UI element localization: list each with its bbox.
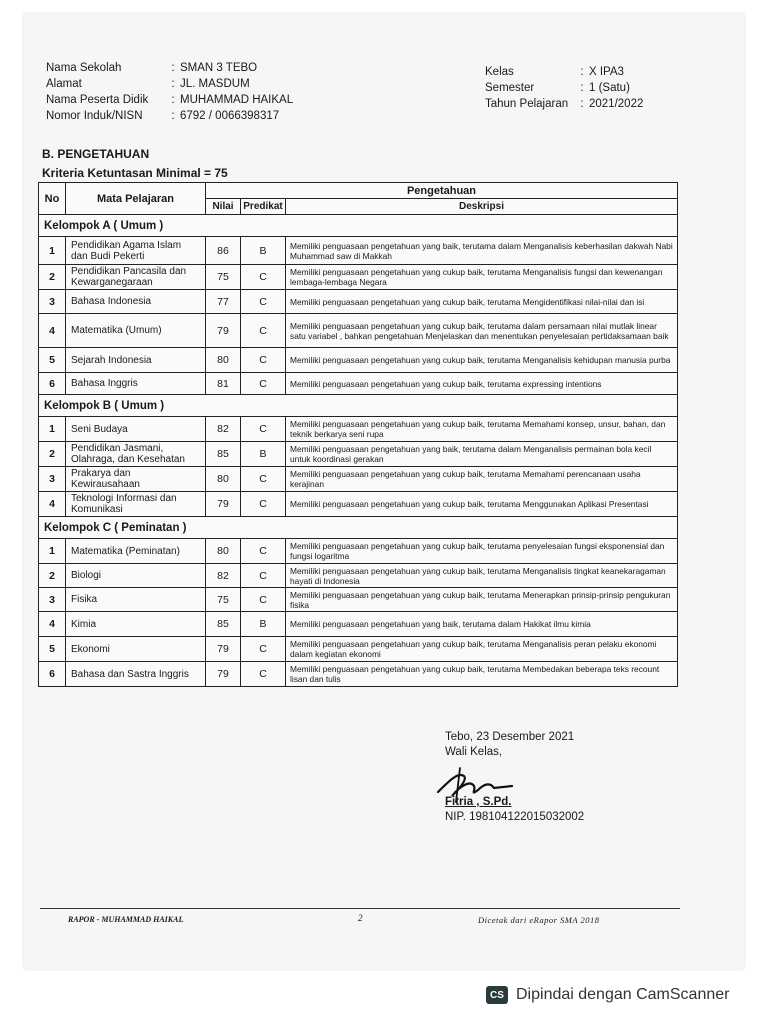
footer-page-number: 2 <box>358 913 363 923</box>
cell-grade: C <box>241 314 286 348</box>
cell-description: Memiliki penguasaan pengetahuan yang cukup baik, terutama Menggunakan Aplikasi Presentasi <box>286 492 678 517</box>
table-row <box>39 539 678 564</box>
identity-row-school: Nama Sekolah : SMAN 3 TEBO <box>46 62 258 74</box>
cell-subject: Pendidikan Jasmani, Olahraga, dan Kesehatan <box>66 442 206 467</box>
cell-score: 75 <box>206 265 241 290</box>
cell-subject: Bahasa Indonesia <box>66 290 206 314</box>
cell-score: 80 <box>206 539 241 564</box>
cell-no: 2 <box>39 564 66 588</box>
cell-score: 85 <box>206 612 241 637</box>
cell-grade: C <box>241 290 286 314</box>
table-row <box>39 612 678 637</box>
signature-role: Wali Kelas, <box>445 746 503 758</box>
cell-subject: Seni Budaya <box>66 417 206 442</box>
cell-score: 80 <box>206 348 241 373</box>
cell-description: Memiliki penguasaan pengetahuan yang cukup baik, terutama dalam persamaan nilai mutlak linear satu variabel , bahkan pengetahuan Menjelaskan dan menentukan penyelesaian pertidaksamaan baik <box>286 314 678 348</box>
cell-description: Memiliki penguasaan pengetahuan yang cukup baik, terutama Membedakan beberapa teks recount lisan dan tulis <box>286 662 678 687</box>
header-pengetahuan: Pengetahuan <box>206 183 678 199</box>
class-identity <box>485 64 643 112</box>
cell-no: 3 <box>39 467 66 492</box>
cell-no: 1 <box>39 417 66 442</box>
group-row <box>39 517 678 539</box>
cell-grade: B <box>241 237 286 265</box>
cell-score: 80 <box>206 467 241 492</box>
cell-grade: C <box>241 417 286 442</box>
cell-description: Memiliki penguasaan pengetahuan yang cukup baik, terutama Memahami perencanaan usaha kerajinan <box>286 467 678 492</box>
cell-score: 82 <box>206 417 241 442</box>
cell-no: 1 <box>39 237 66 265</box>
group-title: Kelompok A ( Umum ) <box>39 215 678 237</box>
teacher-name: Fitria , S.Pd. <box>445 796 512 808</box>
cell-description: Memiliki penguasaan pengetahuan yang cukup baik, terutama expressing intentions <box>286 373 678 395</box>
table-row <box>39 290 678 314</box>
kkm-label: Kriteria Ketuntasan Minimal = 75 <box>42 166 228 180</box>
header-deskripsi: Deskripsi <box>286 199 678 215</box>
cell-subject: Ekonomi <box>66 637 206 662</box>
identity-row-student-name: Nama Peserta Didik : MUHAMMAD HAIKAL <box>46 94 294 106</box>
cell-score: 79 <box>206 314 241 348</box>
cell-no: 4 <box>39 492 66 517</box>
cell-no: 2 <box>39 265 66 290</box>
cell-description: Memiliki penguasaan pengetahuan yang cukup baik, terutama Menganalisis peran pelaku ekonomi dalam kegiatan ekonomi <box>286 637 678 662</box>
cell-grade: C <box>241 564 286 588</box>
cell-no: 6 <box>39 373 66 395</box>
cell-description: Memiliki penguasaan pengetahuan yang cukup baik, terutama penyelesaian fungsi eksponensial dan fungsi logaritma <box>286 539 678 564</box>
table-row <box>39 265 678 290</box>
header-mapel: Mata Pelajaran <box>66 183 206 215</box>
cell-description: Memiliki penguasaan pengetahuan yang baik, terutama dalam Menganalisis permainan bola kecil untuk koordinasi gerakan <box>286 442 678 467</box>
cell-description: Memiliki penguasaan pengetahuan yang cukup baik, terutama Menganalisis tingkat keanekaragaman hayati di Indonesia <box>286 564 678 588</box>
cell-description: Memiliki penguasaan pengetahuan yang cukup baik, terutama Memahami konsep, unsur, bahan, dan teknik berkarya seni rupa <box>286 417 678 442</box>
table-row <box>39 314 678 348</box>
group-row <box>39 215 678 237</box>
cell-subject: Biologi <box>66 564 206 588</box>
cell-no: 5 <box>39 348 66 373</box>
group-row <box>39 395 678 417</box>
cell-subject: Sejarah Indonesia <box>66 348 206 373</box>
cell-subject: Kimia <box>66 612 206 637</box>
cell-subject: Bahasa Inggris <box>66 373 206 395</box>
cell-grade: C <box>241 373 286 395</box>
grades-table <box>38 182 678 687</box>
cell-subject: Prakarya dan Kewirausahaan <box>66 467 206 492</box>
signature-block <box>445 730 574 760</box>
identity-row-year: Tahun Pelajaran : 2021/2022 <box>485 98 644 110</box>
table-row <box>39 467 678 492</box>
cell-grade: C <box>241 265 286 290</box>
cell-score: 86 <box>206 237 241 265</box>
header-nilai: Nilai <box>206 199 241 215</box>
cell-no: 6 <box>39 662 66 687</box>
section-title: B. PENGETAHUAN <box>42 147 150 161</box>
cell-score: 79 <box>206 662 241 687</box>
cell-subject: Matematika (Peminatan) <box>66 539 206 564</box>
cell-score: 79 <box>206 492 241 517</box>
cell-score: 79 <box>206 637 241 662</box>
cell-no: 1 <box>39 539 66 564</box>
cell-grade: B <box>241 442 286 467</box>
table-row <box>39 637 678 662</box>
cell-description: Memiliki penguasaan pengetahuan yang cukup baik, terutama Menganalisis fungsi dan kewenangan lembaga-lembaga Negara <box>286 265 678 290</box>
camscanner-logo-icon: CS <box>486 986 508 1004</box>
cell-no: 4 <box>39 314 66 348</box>
cell-subject: Fisika <box>66 588 206 612</box>
identity-row-address: Alamat : JL. MASDUM <box>46 78 250 90</box>
cell-grade: C <box>241 662 286 687</box>
table-row <box>39 417 678 442</box>
table-row <box>39 348 678 373</box>
cell-subject: Bahasa dan Sastra Inggris <box>66 662 206 687</box>
cell-grade: C <box>241 467 286 492</box>
table-row <box>39 662 678 687</box>
footer-printed-from: Dicetak dari eRapor SMA 2018 <box>478 915 600 925</box>
cell-description: Memiliki penguasaan pengetahuan yang baik, terutama dalam Menganalisis keberhasilan dakwah Nabi Muhammad saw di Makkah <box>286 237 678 265</box>
cell-description: Memiliki penguasaan pengetahuan yang baik, terutama dalam Hakikat ilmu kimia <box>286 612 678 637</box>
cell-no: 2 <box>39 442 66 467</box>
cell-score: 82 <box>206 564 241 588</box>
cell-grade: C <box>241 492 286 517</box>
cell-description: Memiliki penguasaan pengetahuan yang cukup baik, terutama Mengidentifikasi nilai-nilai dan isi <box>286 290 678 314</box>
teacher-nip: NIP. 198104122015032002 <box>445 811 585 823</box>
cell-grade: B <box>241 612 286 637</box>
grades-body <box>39 215 678 687</box>
table-row <box>39 373 678 395</box>
cell-grade: C <box>241 588 286 612</box>
cell-grade: C <box>241 637 286 662</box>
cell-subject: Pendidikan Pancasila dan Kewarganegaraan <box>66 265 206 290</box>
group-title: Kelompok B ( Umum ) <box>39 395 678 417</box>
cell-score: 77 <box>206 290 241 314</box>
cell-no: 3 <box>39 290 66 314</box>
identity-row-class: Kelas : X IPA3 <box>485 66 624 78</box>
cell-no: 4 <box>39 612 66 637</box>
table-row <box>39 442 678 467</box>
footer-report-name: RAPOR - MUHAMMAD HAIKAL <box>68 915 184 924</box>
group-title: Kelompok C ( Peminatan ) <box>39 517 678 539</box>
cell-subject: Pendidikan Agama Islam dan Budi Pekerti <box>66 237 206 265</box>
cell-subject: Matematika (Umum) <box>66 314 206 348</box>
cell-no: 3 <box>39 588 66 612</box>
table-row <box>39 492 678 517</box>
cell-description: Memiliki penguasaan pengetahuan yang cukup baik, terutama Menganalisis kehidupan manusia purba <box>286 348 678 373</box>
cell-grade: C <box>241 539 286 564</box>
header-no: No <box>39 183 66 215</box>
camscanner-watermark <box>486 986 729 1004</box>
student-identity <box>46 60 293 124</box>
watermark-text: Dipindai dengan CamScanner <box>516 986 730 1003</box>
header-predikat: Predikat <box>241 199 286 215</box>
cell-score: 85 <box>206 442 241 467</box>
table-row <box>39 564 678 588</box>
identity-row-nisn: Nomor Induk/NISN : 6792 / 0066398317 <box>46 110 280 122</box>
cell-description: Memiliki penguasaan pengetahuan yang cukup baik, terutama Menerapkan prinsip-prinsip pengukuran fisika <box>286 588 678 612</box>
cell-subject: Teknologi Informasi dan Komunikasi <box>66 492 206 517</box>
table-row <box>39 588 678 612</box>
cell-grade: C <box>241 348 286 373</box>
table-row <box>39 237 678 265</box>
footer-divider <box>40 908 680 909</box>
cell-score: 75 <box>206 588 241 612</box>
cell-score: 81 <box>206 373 241 395</box>
cell-no: 5 <box>39 637 66 662</box>
identity-row-semester: Semester : 1 (Satu) <box>485 82 630 94</box>
signature-place-date: Tebo, 23 Desember 2021 <box>445 731 575 743</box>
